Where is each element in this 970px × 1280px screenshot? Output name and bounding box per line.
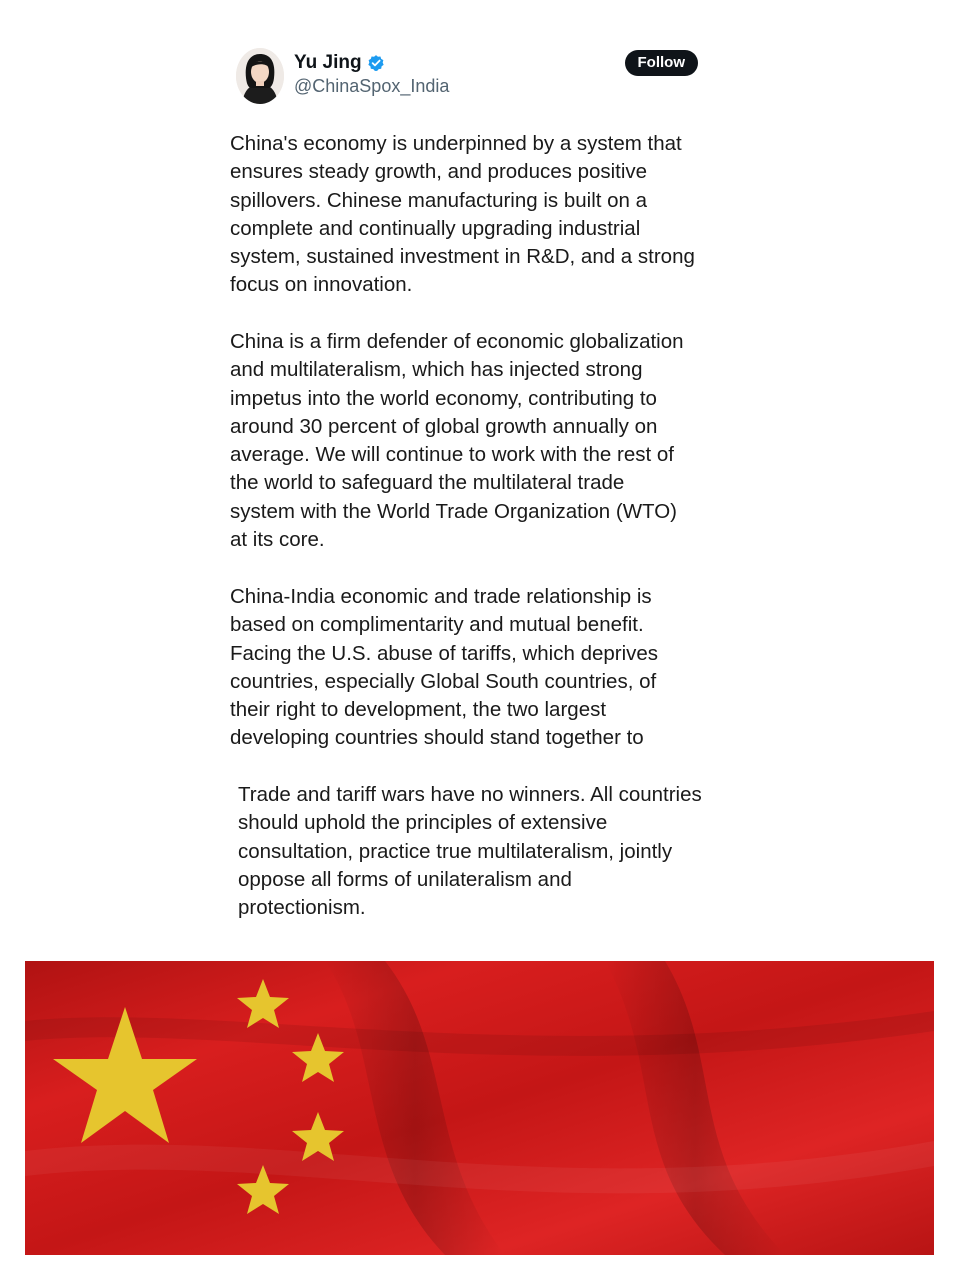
verified-badge-icon [367,54,385,72]
tweet-paragraph-4: Trade and tariff wars have no winners. All countries should uphold the principles of extensive consultation, practice true multilateralism, jointly oppose all forms of unilateralism and protectionism. [238,783,702,920]
tweet-paragraph-3: China-India economic and trade relationship is based on complimentarity and mutual benefit. Facing the U.S. abuse of tariffs, which deprives countries, especially Global South countries, of their right to development, the two largest developing countries should stand together to [230,585,659,750]
avatar-portrait-icon [236,48,284,104]
follow-button[interactable]: Follow [625,50,699,76]
author-display-name[interactable]: Yu Jing [294,52,362,73]
tweet-paragraph-1: China's economy is underpinned by a system that ensures steady growth, and produces positive spillovers. Chinese manufacturing is built on a complete and continually upgrading industrial system, sustained investment in R&D, and a strong focus on innovation. [230,132,695,297]
china-flag-image [25,961,934,1255]
author-name-row [294,52,385,74]
author-handle[interactable]: @ChinaSpox_India [294,76,450,96]
tweet-paragraph-2: China is a firm defender of economic globalization and multilateralism, which has injected strong impetus into the world economy, contributing to around 30 percent of global growth annually on average. We will continue to work with the rest of the world to safeguard the multilateral trade system with the World Trade Organization (WTO) at its core. [230,330,684,552]
china-flag-icon [25,961,934,1255]
avatar[interactable] [236,48,284,104]
tweet-header [236,48,702,104]
